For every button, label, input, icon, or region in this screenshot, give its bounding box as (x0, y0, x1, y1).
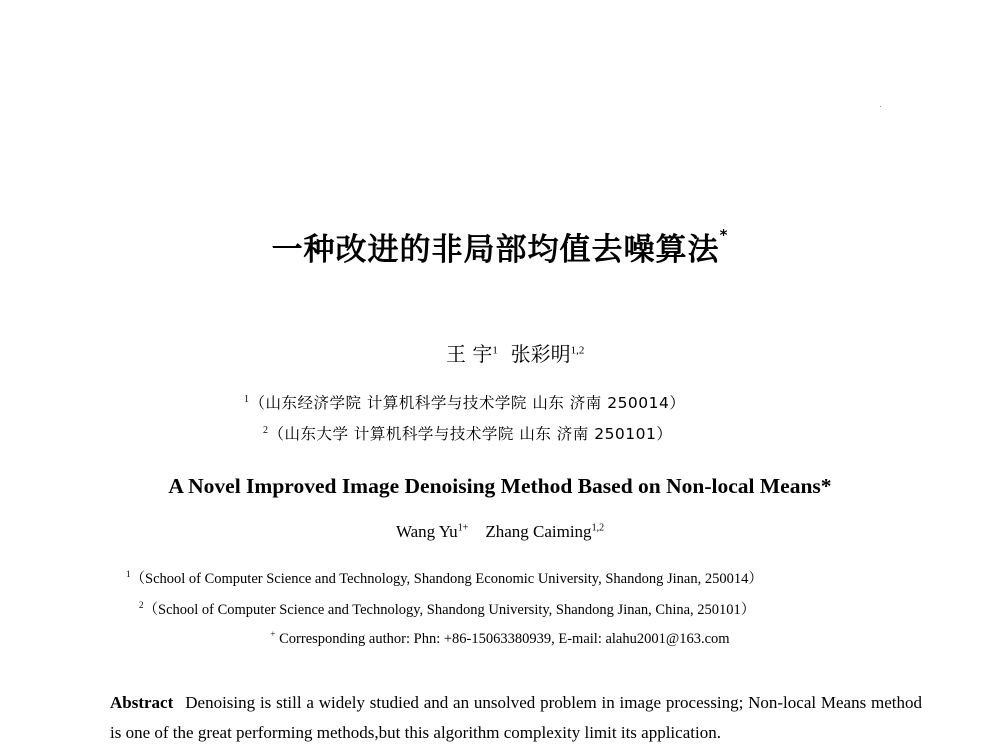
author-cn-2-name: 张彩明 (510, 342, 571, 366)
author-cn-2-sup: 1,2 (570, 344, 585, 357)
corresponding-sup: + (270, 629, 276, 639)
english-affiliation-2 (139, 598, 755, 619)
en-aff-1-sup: 1 (126, 569, 131, 580)
chinese-title-text: 一种改进的非局部均值去噪算法 (271, 232, 720, 268)
abstract-label: Abstract (110, 693, 174, 712)
title-footnote-marker: * (719, 226, 729, 244)
scan-speck (880, 106, 881, 107)
author-en-1-name: Wang Yu (395, 522, 458, 541)
corresponding-text: Corresponding author: Phn: +86-15063380939, E-mail: alahu2001@163.com (279, 630, 730, 647)
en-aff-2-sup: 2 (139, 600, 144, 611)
english-affiliation-1 (126, 567, 763, 588)
author-en-1-sup: 1+ (457, 522, 469, 534)
corresponding-author (0, 629, 1000, 648)
cn-aff-1-text: （山东经济学院 计算机科学与技术学院 山东 济南 250014） (249, 394, 686, 412)
author-cn-1-name: 王 宇 (446, 342, 493, 366)
abstract-text: Denoising is still a widely studied and an unsolved problem in image processing; Non-local Means method is one of the great performing methods,but this algorithm complexity limit its application. (110, 693, 922, 742)
cn-aff-2-sup: 2 (263, 424, 269, 436)
author-en-2-name: Zhang Caiming (485, 522, 592, 541)
english-title: A Novel Improved Image Denoising Method Based on Non-local Means* (168, 474, 832, 498)
author-cn-1-sup: 1 (492, 344, 498, 357)
chinese-title (0, 224, 1000, 269)
chinese-affiliation-1 (244, 391, 685, 413)
cn-aff-2-text: （山东大学 计算机科学与技术学院 山东 济南 250101） (268, 425, 673, 443)
chinese-affiliation-2 (263, 422, 672, 444)
chinese-authors (446, 338, 584, 367)
en-aff-1-text: （School of Computer Science and Technology, Shandong Economic University, Shandong Jinan, 250014） (130, 571, 763, 587)
cn-aff-1-sup: 1 (244, 393, 250, 405)
en-aff-2-text: （School of Computer Science and Technology, Shandong University, Shandong Jinan, China, 250101） (143, 602, 756, 618)
abstract-paragraph (110, 688, 922, 748)
english-authors (0, 522, 1000, 542)
author-en-2-sup: 1,2 (591, 522, 605, 534)
